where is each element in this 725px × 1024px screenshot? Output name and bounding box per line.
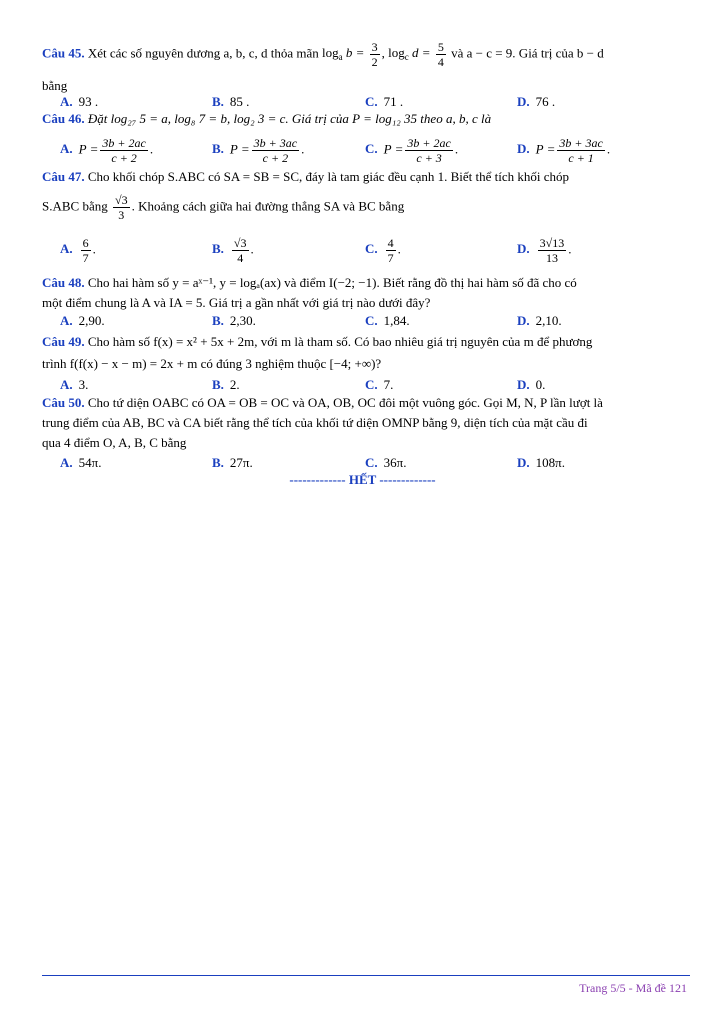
option-a[interactable]: A. P = $\frac{3b + 2ac}{c + 2}$ . (60, 136, 154, 165)
option-c[interactable]: C. 71 . (365, 94, 404, 109)
answer-options (60, 232, 688, 272)
option-c[interactable]: C. 1,84. (365, 313, 410, 328)
option-c[interactable]: C. P = $\frac{3b + 2ac}{c + 3}$ . (365, 136, 459, 165)
question-48 (42, 273, 688, 292)
question-stem-continued: một điểm chung là A và IA = 5. Giá trị a gần nhất với giá trị nào dưới đây? (42, 295, 431, 310)
option-c[interactable]: C. 36π. (365, 455, 407, 470)
question-stem-continued: qua 4 điểm O, A, B, C bằng (42, 435, 187, 450)
log-expression: $\log_a b$ = (322, 45, 365, 63)
question-49 (42, 332, 688, 351)
question-number: Câu 48. (42, 275, 85, 290)
question-stem: Cho hàm số f(x) = x² + 5x + 2m, với m là tham số. Có bao nhiêu giá trị nguyên của m để phương (87, 334, 593, 349)
question-stem-continued: trình f(f(x) − x − m) = 2x + m có đúng 3 nghiệm thuộc [−4; +∞)? (42, 356, 382, 371)
option-a[interactable]: A. 3. (60, 377, 89, 392)
fraction: $\frac{3}{2}$ (371, 40, 378, 69)
question-50 (42, 393, 688, 412)
end-marker: ------------- HẾT ------------- (289, 472, 436, 487)
question-stem-continued: trung điểm của AB, BC và CA biết rằng thể tích của khối tứ diện OMNP bằng 9, diện tích của mặt cầu đi (42, 415, 588, 430)
option-b[interactable]: B. 27π. (212, 455, 253, 470)
page-footer: Trang 5/5 - Mã đề 121 (579, 981, 687, 995)
question-stem: Đặt log₂₇ 5 = a, log₈ 7 = b, log₂ 3 = c. Giá trị của P = log₁₂ 35 theo a, b, c là (87, 111, 492, 126)
log-expression: $\log_c d$ = (388, 45, 431, 63)
answer-options (60, 130, 688, 168)
question-46 (42, 109, 688, 128)
option-a[interactable]: A. 2,90. (60, 313, 105, 328)
option-a[interactable]: A. $\frac{6}{7}$ . (60, 236, 96, 265)
question-stem: Xét các số nguyên dương a, b, c, d thỏa mãn (87, 45, 319, 61)
question-stem: Cho khối chóp S.ABC có SA = SB = SC, đáy là tam giác đều cạnh 1. Biết thể tích khối chóp (87, 169, 570, 184)
option-d[interactable]: D. 76 . (517, 94, 556, 109)
question-number: Câu 50. (42, 395, 85, 410)
fraction: $\frac{5}{4}$ (437, 40, 444, 69)
footer-divider (42, 975, 690, 976)
option-d[interactable]: D. 2,10. (517, 313, 562, 328)
option-b[interactable]: B. 85 . (212, 94, 250, 109)
option-a[interactable]: A. 93 . (60, 94, 99, 109)
option-d[interactable]: D. $\frac{3√13}{13}$ . (517, 236, 572, 265)
question-stem-continued: bằng (42, 78, 68, 93)
option-d[interactable]: D. 0. (517, 377, 546, 392)
fraction: $\frac{√3}{3}$ (114, 193, 128, 222)
question-stem: Cho hai hàm số y = aˣ⁻¹, y = logₐ(ax) và điểm I(−2; −1). Biết rằng đồ thị hai hàm số đã cho có (87, 275, 577, 290)
option-b[interactable]: B. P = $\frac{3b + 3ac}{c + 2}$ . (212, 136, 305, 165)
option-d[interactable]: D. 108π. (517, 455, 565, 470)
question-number: Câu 49. (42, 334, 85, 349)
option-a[interactable]: A. 54π. (60, 455, 102, 470)
question-stem: và a − c = 9. Giá trị của b − d (451, 45, 604, 61)
option-b[interactable]: B. 2. (212, 377, 240, 392)
option-c[interactable]: C. 7. (365, 377, 394, 392)
question-45: Câu 45. Xét các số nguyên dương a, b, c, d thỏa mãn $\log_a b$ = $\frac{3}{2}$ , $\log_c d$ = $\frac{5}{4}$ và a − c = 9. Giá trị của b − d (42, 40, 604, 69)
option-b[interactable]: B. 2,30. (212, 313, 256, 328)
option-b[interactable]: B. $\frac{√3}{4}$ . (212, 236, 254, 265)
question-47 (42, 167, 688, 186)
question-stem-continued: S.ABC bằng $\frac{√3}{3}$ . Khoảng cách giữa hai đường thẳng SA và BC bằng (42, 193, 405, 222)
question-number: Câu 46. (42, 111, 85, 126)
question-number: Câu 47. (42, 169, 85, 184)
option-d[interactable]: D. P = $\frac{3b + 3ac}{c + 1}$ . (517, 136, 611, 165)
question-stem: Cho tứ diện OABC có OA = OB = OC và OA, OB, OC đôi một vuông góc. Gọi M, N, P lần lượt là (87, 395, 603, 410)
option-c[interactable]: C. $\frac{4}{7}$ . (365, 236, 401, 265)
question-number: Câu 45. (42, 45, 85, 61)
